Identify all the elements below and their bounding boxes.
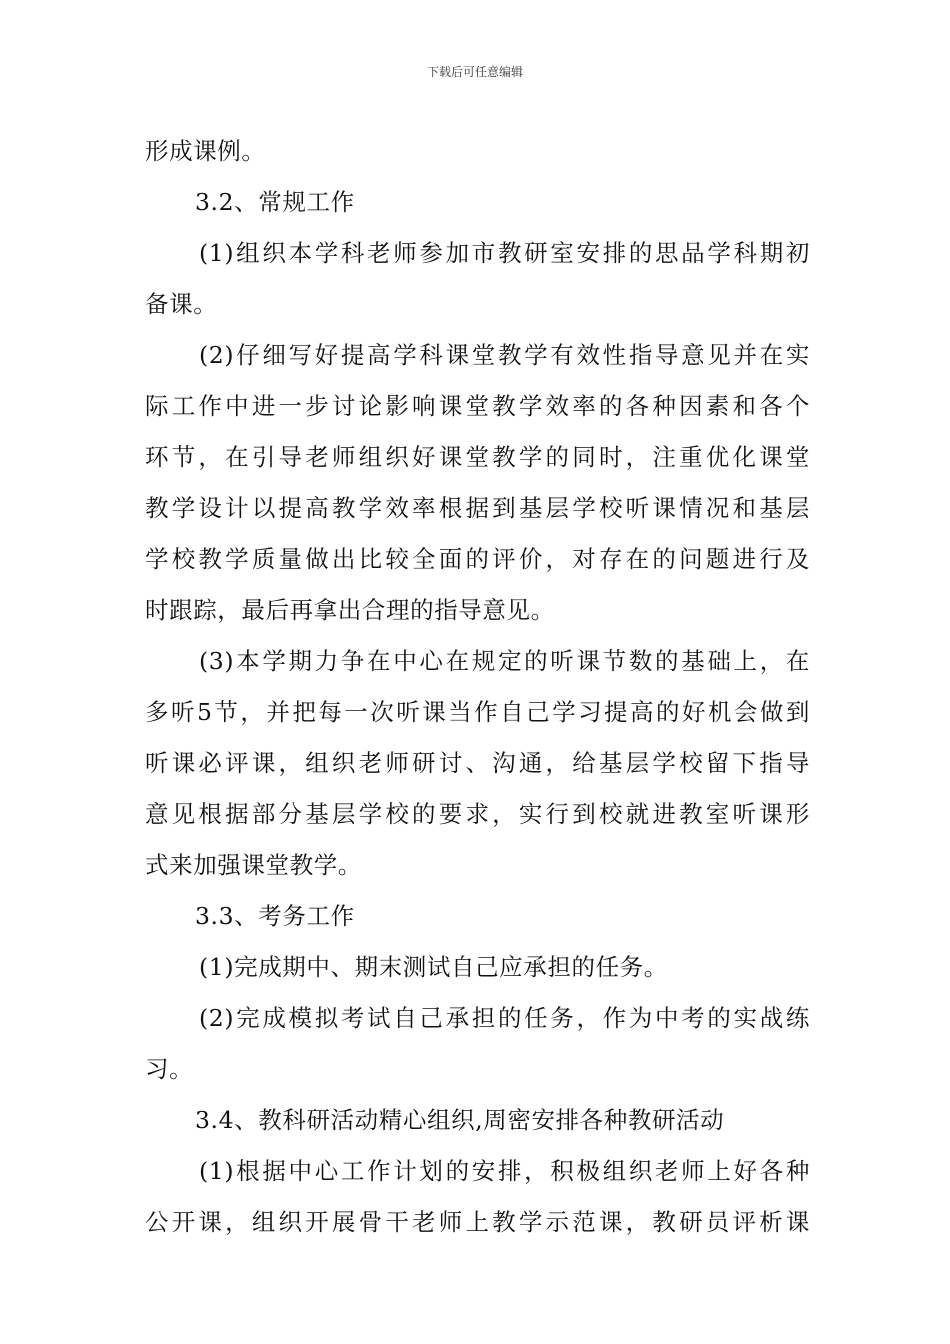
text-line: 意见根据部分基层学校的要求，实行到校就进教室听课形 (145, 800, 810, 828)
text-line: 式来加强课堂教学。 (145, 851, 362, 879)
text-line: 际工作中进一步讨论影响课堂教学效率的各种因素和各个 (145, 392, 810, 420)
text-line: 学校教学质量做出比较全面的评价，对存在的问题进行及 (145, 545, 810, 573)
text-line: (1)组织本学科老师参加市教研室安排的思品学科期初 (199, 239, 810, 267)
text-line: (1)完成期中、期末测试自己应承担的任务。 (199, 953, 668, 981)
text-line: 听课必评课，组织老师研讨、沟通，给基层学校留下指导 (145, 749, 810, 777)
page-header: 下载后可任意编辑 (426, 65, 523, 79)
section-heading: 3.3、考务工作 (195, 902, 355, 930)
text-line: 备课。 (145, 290, 218, 318)
text-line: 多听5节，并把每一次听课当作自己学习提高的好机会做到 (145, 698, 810, 726)
text-line: 习。 (145, 1055, 194, 1083)
text-line: (3)本学期力争在中心在规定的听课节数的基础上，在 (199, 647, 810, 675)
section-heading: 3.4、教科研活动精心组织,周密安排各种教研活动 (195, 1106, 725, 1134)
text-line: (2)仔细写好提高学科课堂教学有效性指导意见并在实 (199, 341, 810, 369)
document-body (145, 126, 810, 1248)
text-line: 时跟踪，最后再拿出合理的指导意见。 (145, 596, 555, 624)
section-heading: 3.2、常规工作 (195, 188, 355, 216)
text-line: (2)完成模拟考试自己承担的任务，作为中考的实战练 (199, 1004, 810, 1032)
text-line: 公开课，组织开展骨干老师上教学示范课，教研员评析课 (145, 1208, 810, 1236)
text-line: 教学设计以提高教学效率根据到基层学校听课情况和基层 (145, 494, 810, 522)
text-line: 环节，在引导老师组织好课堂教学的同时，注重优化课堂 (145, 443, 810, 471)
text-line: (1)根据中心工作计划的安排，积极组织老师上好各种 (199, 1157, 810, 1185)
text-line: 形成课例。 (145, 137, 266, 165)
